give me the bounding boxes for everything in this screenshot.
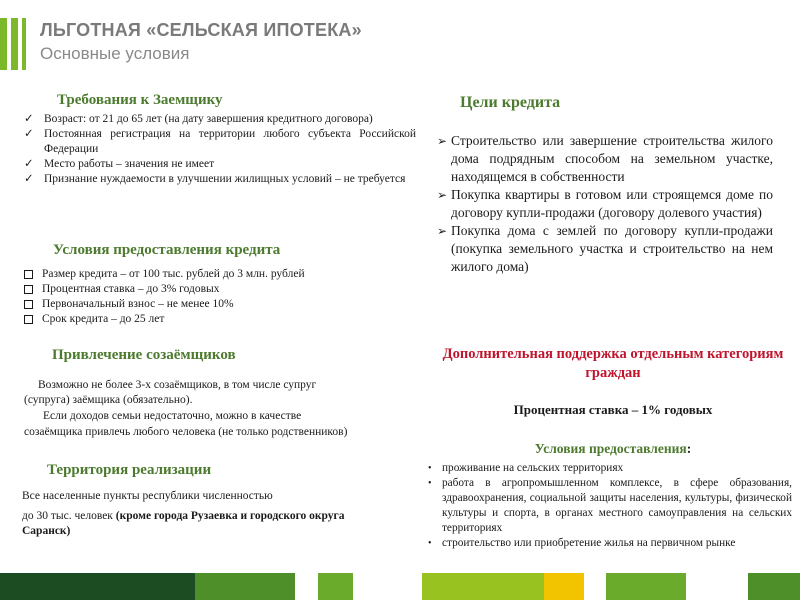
footer-block	[422, 573, 544, 600]
territory-text-line: Все населенные пункты республики численностью	[22, 490, 273, 502]
arrow-right-icon: ➢	[437, 134, 448, 148]
page-title: ЛЬГОТНАЯ «СЕЛЬСКАЯ ИПОТЕКА»	[40, 20, 362, 40]
list-item: ✓ Место работы – значения не имеет	[24, 158, 215, 170]
conditions-list	[22, 267, 416, 327]
support-conditions-heading: Условия предоставления:	[534, 441, 692, 456]
list-item: ➢ Строительство или завершение строительства жилого дома подрядным способом на земельном участке, находящемся в собственности	[437, 133, 773, 184]
list-item: • работа в агропромышленном комплексе, в сфере образования, здравоохранения, социальной защиты населения, культуры, физической культуры и спорта, в органах местного самоуправления на сельских территориях	[428, 477, 792, 534]
footer-block	[0, 573, 195, 600]
coborrowers-text-line: (супруга) заёмщика (обязательно).	[24, 394, 193, 406]
footer-block	[544, 573, 584, 600]
goals-list	[437, 132, 773, 276]
territory-exclusion: (кроме города Рузаевка и городского округа Саранск)	[22, 510, 345, 537]
checkmark-icon: ✓	[24, 113, 34, 125]
support-title: Дополнительная поддержка отдельным категориям граждан	[442, 346, 784, 381]
arrow-right-icon: ➢	[437, 224, 448, 238]
list-item: Размер кредита – от 100 тыс. рублей до 3 млн. рублей	[22, 267, 416, 282]
conditions-heading: Условия предоставления кредита	[53, 242, 281, 258]
list-item: ➢ Покупка дома с землей по договору купли-продажи (покупка земельного участка и строительство на нем жилого дома)	[437, 223, 773, 274]
list-item: • проживание на сельских территориях	[428, 462, 624, 474]
list-item: ✓ Возраст: от 21 до 65 лет (на дату завершения кредитного договора)	[24, 113, 373, 125]
support-conditions-list	[426, 461, 792, 551]
arrow-right-icon: ➢	[437, 188, 448, 202]
checkbox-icon	[24, 300, 33, 309]
coborrowers-text-line: Возможно не более 3-х созаёмщиков, в том числе супруг	[38, 379, 317, 391]
list-item: ✓ Признание нуждаемости в улучшении жилищных условий – не требуется	[24, 173, 406, 185]
bullet-icon: •	[428, 463, 432, 474]
bullet-icon: •	[428, 538, 432, 549]
checkmark-icon: ✓	[24, 173, 34, 185]
checkmark-icon: ✓	[24, 158, 34, 170]
goals-heading: Цели кредита	[460, 94, 561, 111]
checkbox-icon	[24, 315, 33, 324]
checkbox-icon	[24, 285, 33, 294]
list-item: Срок кредита – до 25 лет	[22, 312, 416, 327]
list-item: ✓ Постоянная регистрация на территории любого субъекта Российской Федерации	[24, 128, 416, 155]
accent-bar	[11, 18, 18, 70]
footer-block	[748, 573, 800, 600]
requirements-list	[22, 112, 416, 187]
coborrowers-heading: Привлечение созаёмщиков	[52, 347, 236, 363]
header-accent-bars	[0, 18, 34, 70]
accent-bar	[22, 18, 26, 70]
accent-bar	[0, 18, 7, 70]
requirements-heading: Требования к Заемщику	[57, 92, 223, 108]
bullet-icon: •	[428, 478, 432, 489]
list-item: Первоначальный взнос – не менее 10%	[22, 297, 416, 312]
coborrowers-text-line: созаёмщика привлечь любого человека (не только родственников)	[24, 426, 348, 438]
footer-block	[606, 573, 686, 600]
checkmark-icon: ✓	[24, 128, 34, 140]
footer-block	[318, 573, 353, 600]
footer-block	[195, 573, 295, 600]
list-item: Процентная ставка – до 3% годовых	[22, 282, 416, 297]
page-subtitle: Основные условия	[40, 44, 190, 63]
checkbox-icon	[24, 270, 33, 279]
coborrowers-text-line: Если доходов семьи недостаточно, можно в качестве	[43, 410, 302, 422]
support-rate: Процентная ставка – 1% годовых	[513, 402, 713, 417]
list-item: • строительство или приобретение жилья на первичном рынке	[428, 537, 736, 549]
list-item: ➢ Покупка квартиры в готовом или строящемся доме по договору купли-продажи (договору долевого участия)	[437, 187, 773, 220]
territory-text: до 30 тыс. человек (кроме города Рузаевка и городского округа Саранск)	[22, 510, 345, 537]
territory-heading: Территория реализации	[47, 462, 212, 478]
